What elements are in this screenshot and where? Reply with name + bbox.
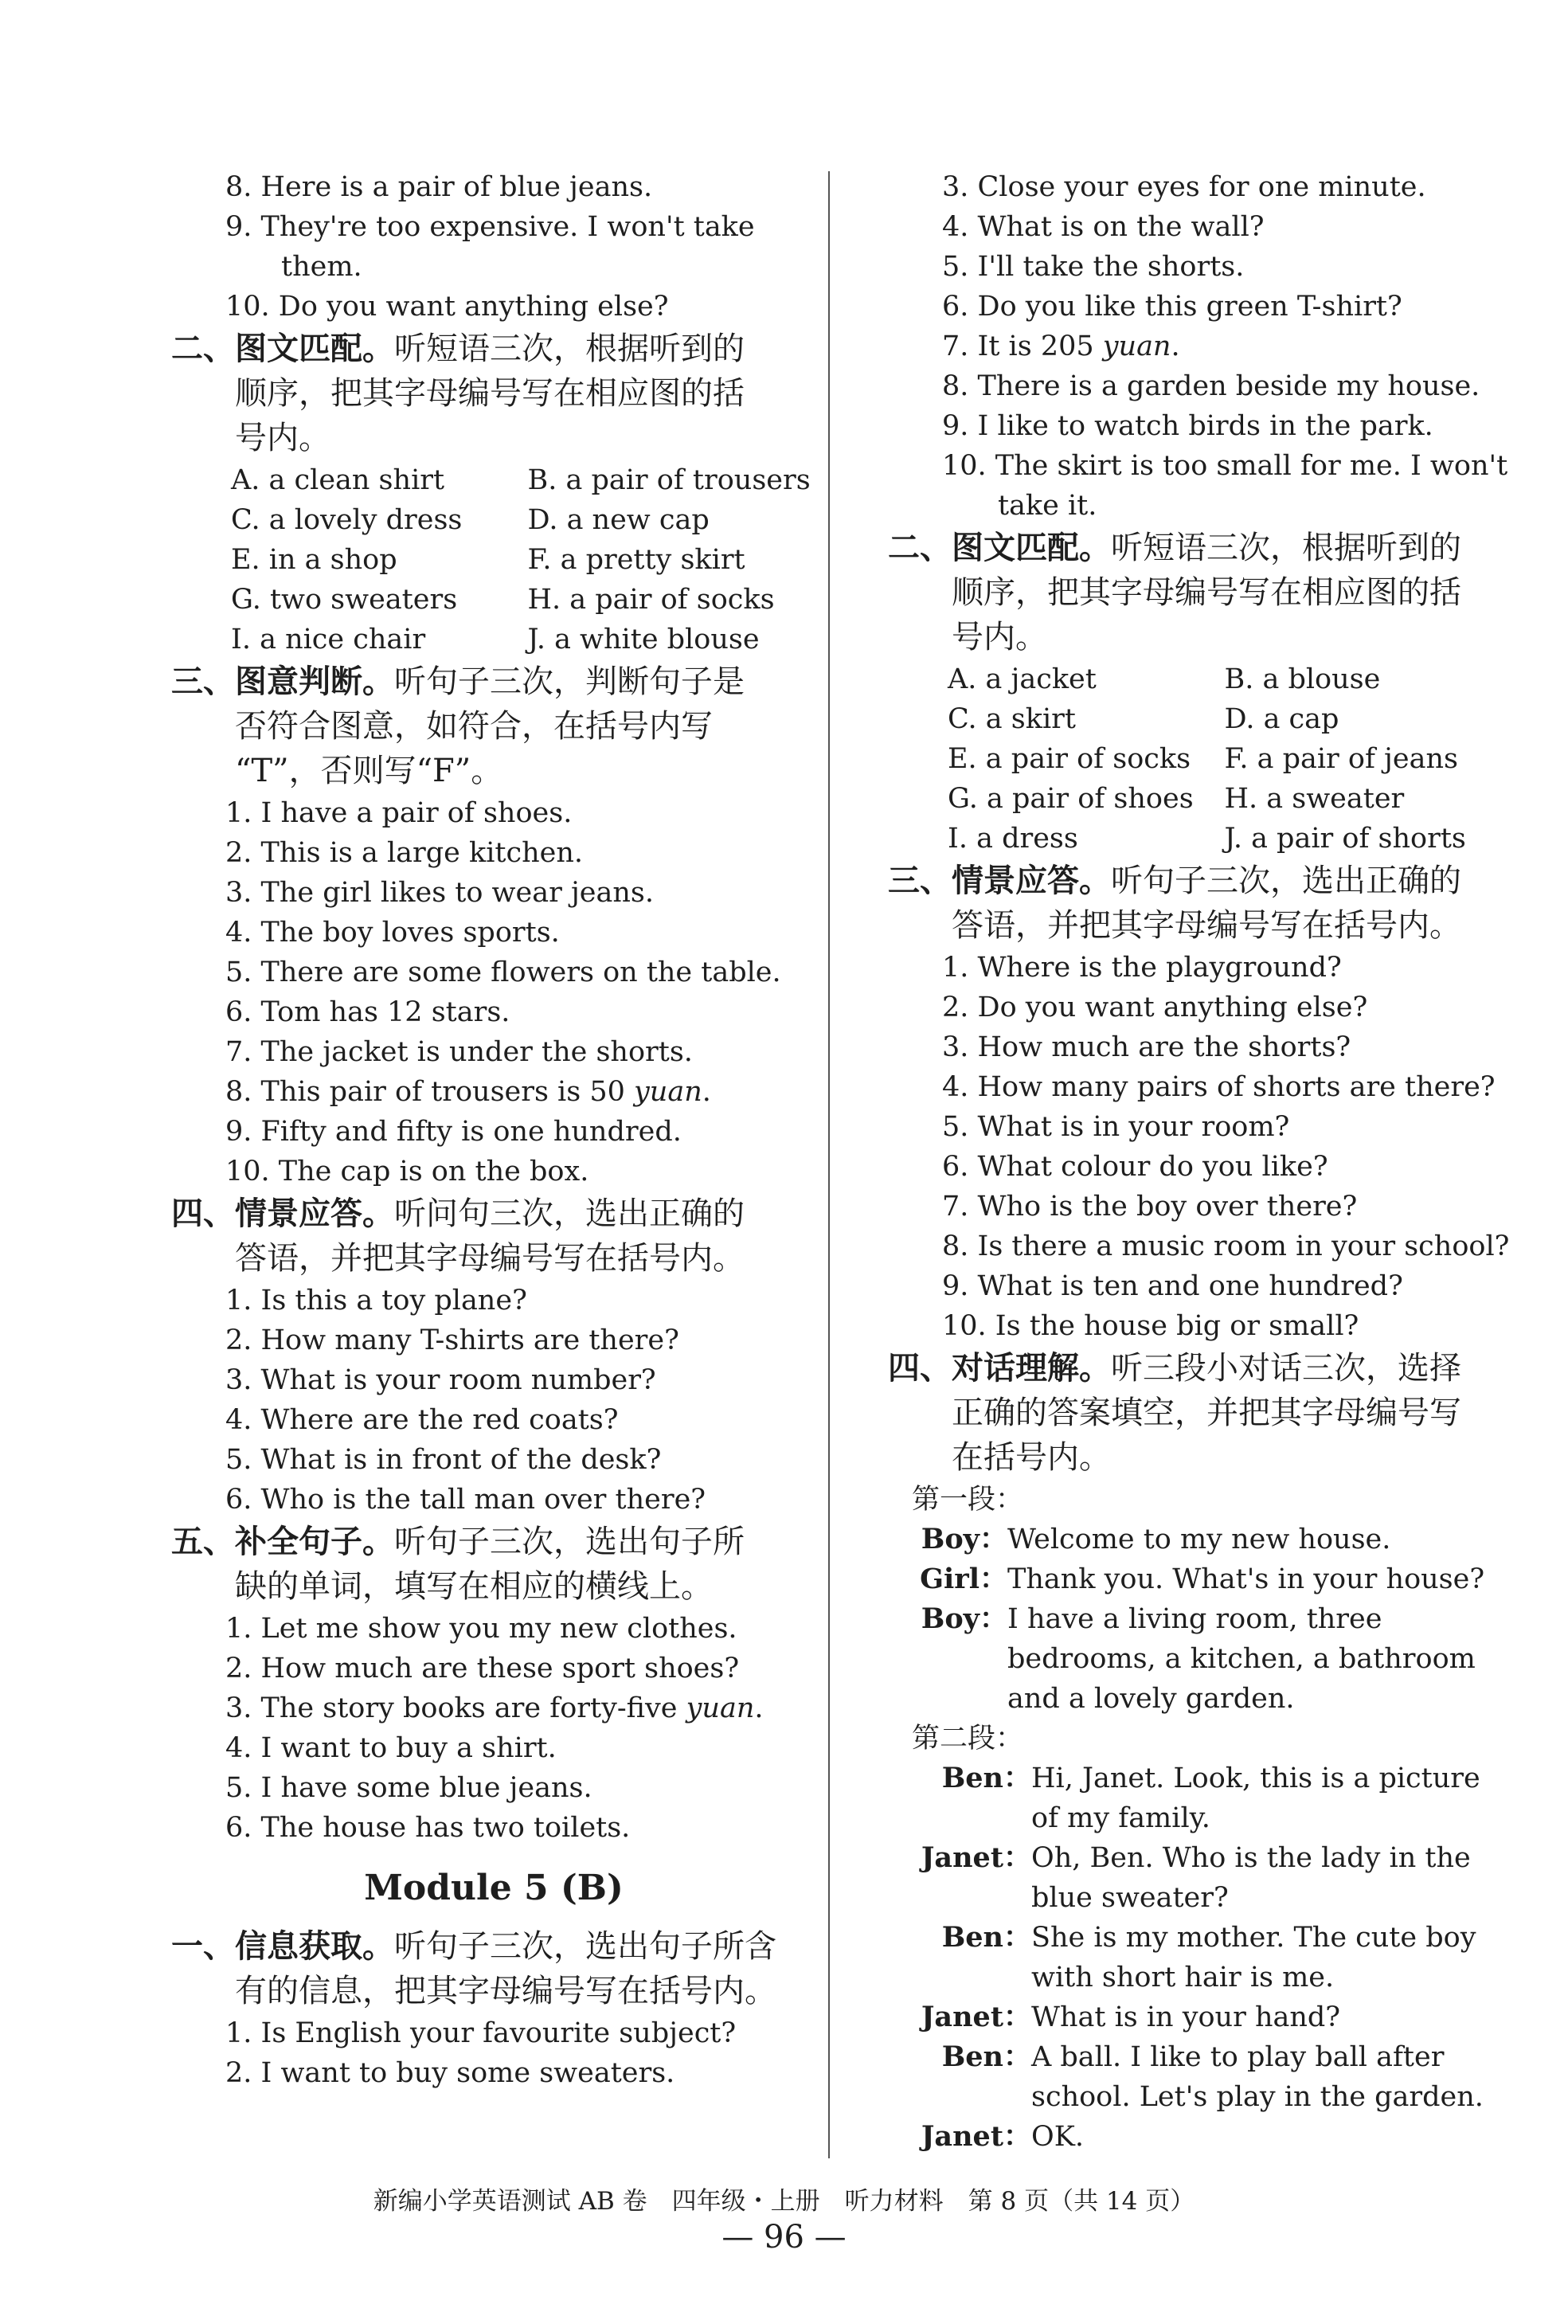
list-item: 6. Do you like this green T-shirt?: [942, 291, 1402, 323]
list-item: 9. They're too expensive. I won't take: [225, 211, 755, 243]
list-item: 1. I have a pair of shoes.: [225, 797, 573, 829]
dialog-text: I have a living room, three bedrooms, a kitchen, a bathroom and a lovely garden.: [1007, 1603, 1476, 1715]
section-heading-cont: 号内。: [952, 619, 1047, 655]
option-row: [880, 819, 1501, 859]
list-item: 10. The cap is on the box.: [225, 1156, 589, 1187]
list-item: 8. There is a garden beside my house.: [942, 370, 1480, 402]
option-row: [163, 460, 824, 500]
list-item: 6. The house has two toilets.: [225, 1812, 631, 1844]
dialog-label: 第二段：: [912, 1723, 1024, 1755]
option: H. a sweater: [1224, 783, 1405, 815]
speaker: Ben：: [941, 2040, 1031, 2073]
module-title: Module 5 (B): [364, 1868, 624, 1908]
dialog-text: Hi, Janet. Look, this is a picture of my family.: [1031, 1763, 1480, 1834]
list-item: 4. Where are the red coats?: [225, 1404, 619, 1436]
list-item-continuation: them.: [281, 251, 362, 283]
list-item: 2. How much are these sport shoes?: [225, 1653, 740, 1684]
dialog-text: What is in your hand?: [1031, 2001, 1341, 2033]
dialog-line: [880, 2037, 1501, 2117]
page-footer: 新编小学英语测试 AB 卷 四年级・上册 听力材料 第 8 页（共 14 页）: [373, 2187, 1195, 2216]
list-item: 2. I want to buy some sweaters.: [225, 2057, 675, 2089]
speaker: Boy：: [921, 1523, 1007, 1555]
list-item: 8. Here is a pair of blue jeans.: [225, 171, 653, 203]
list-item: 3. The girl likes to wear jeans.: [225, 877, 655, 909]
dialog-text: Thank you. What's in your house?: [1007, 1563, 1485, 1595]
option: B. a blouse: [1224, 663, 1381, 695]
option: D. a new cap: [527, 504, 710, 536]
dialog-line: [880, 1599, 1501, 1719]
option-row: [880, 699, 1501, 739]
section-heading-cont: 答语，并把其字母编号写在括号内。: [235, 1240, 745, 1277]
option-row: [163, 500, 824, 540]
section-heading-cont: 顺序，把其字母编号写在相应图的括: [235, 375, 745, 412]
section-heading: 二、图文匹配。听短语三次，根据听到的: [171, 331, 745, 367]
list-item: 1. Is this a toy plane?: [225, 1285, 527, 1317]
option: D. a cap: [1224, 703, 1339, 735]
option-row: [880, 779, 1501, 819]
list-item: 9. What is ten and one hundred?: [942, 1270, 1403, 1302]
list-item: 6. Who is the tall man over there?: [225, 1484, 706, 1516]
speaker: Girl：: [920, 1563, 1007, 1595]
list-item: 1. Let me show you my new clothes.: [225, 1613, 737, 1645]
speaker: Ben：: [941, 1921, 1031, 1954]
dialog-line: [880, 1838, 1501, 1918]
speaker: Boy：: [921, 1602, 1007, 1635]
list-item: 8. Is there a music room in your school?: [942, 1230, 1510, 1262]
list-item: 3. What is your room number?: [225, 1364, 656, 1396]
list-item: 5. What is in your room?: [942, 1111, 1290, 1143]
list-item: 1. Is English your favourite subject?: [225, 2017, 737, 2049]
option: G. two sweaters: [231, 584, 458, 616]
list-item: 7. The jacket is under the shorts.: [225, 1036, 693, 1068]
option: H. a pair of socks: [527, 584, 775, 616]
speaker: Janet：: [921, 1841, 1031, 1874]
option: E. a pair of socks: [948, 743, 1191, 775]
list-item-continuation: take it.: [998, 490, 1097, 522]
option: I. a nice chair: [231, 624, 426, 655]
list-item: 5. There are some flowers on the table.: [225, 957, 781, 988]
option-row: [163, 620, 824, 659]
list-item: 5. What is in front of the desk?: [225, 1444, 662, 1476]
option-row: [163, 540, 824, 580]
dialog-line: [880, 1997, 1501, 2037]
dialog-line: [880, 1918, 1501, 1997]
list-item: 6. What colour do you like?: [942, 1151, 1328, 1183]
section-heading-cont: 否符合图意，如符合，在括号内写: [235, 708, 713, 745]
section-heading-cont: 正确的答案填空，并把其字母编号写: [952, 1395, 1461, 1431]
dialog-text: Welcome to my new house.: [1007, 1524, 1391, 1555]
option: C. a lovely dress: [231, 504, 463, 536]
section-heading: 四、情景应答。听问句三次，选出正确的: [171, 1195, 745, 1232]
list-item: 9. Fifty and fifty is one hundred.: [225, 1116, 682, 1148]
option: G. a pair of shoes: [948, 783, 1194, 815]
list-item: 5. I have some blue jeans.: [225, 1772, 592, 1804]
section-heading-cont: 号内。: [235, 420, 330, 456]
list-item: 10. Is the house big or small?: [942, 1310, 1359, 1342]
option: J. a white blouse: [527, 624, 760, 655]
section-heading: 四、对话理解。听三段小对话三次，选择: [888, 1350, 1461, 1387]
section-heading-cont: 在括号内。: [952, 1439, 1111, 1476]
list-item: 5. I'll take the shorts.: [942, 251, 1245, 283]
dialog-line: [880, 1759, 1501, 1838]
dialog-line: [880, 2117, 1501, 2157]
list-item: 10. Do you want anything else?: [225, 291, 669, 323]
option-row: [880, 659, 1501, 699]
dialog-line: [880, 1559, 1501, 1599]
section-heading: 三、情景应答。听句子三次，选出正确的: [888, 863, 1461, 899]
list-item: 3. How much are the shorts?: [942, 1031, 1351, 1063]
list-item: 1. Where is the playground?: [942, 952, 1342, 984]
option: F. a pretty skirt: [527, 544, 745, 576]
list-item: 4. I want to buy a shirt.: [225, 1732, 557, 1764]
option-row: [880, 739, 1501, 779]
section-heading: 一、信息获取。听句子三次，选出句子所含: [171, 1928, 776, 1965]
dialog-line: [880, 1520, 1501, 1559]
speaker: Ben：: [941, 1762, 1031, 1794]
option: E. in a shop: [231, 544, 397, 576]
list-item: 7. It is 205 yuan.: [942, 331, 1180, 362]
section-heading: 二、图文匹配。听短语三次，根据听到的: [888, 530, 1461, 566]
section-heading-cont: 缺的单词，填写在相应的横线上。: [235, 1568, 713, 1605]
speaker: Janet：: [921, 2001, 1031, 2033]
speaker: Janet：: [921, 2120, 1031, 2153]
list-item: 4. What is on the wall?: [942, 211, 1265, 243]
list-item: 6. Tom has 12 stars.: [225, 996, 510, 1028]
list-item: 10. The skirt is too small for me. I won't: [942, 450, 1508, 482]
list-item: 4. How many pairs of shorts are there?: [942, 1071, 1496, 1103]
option: A. a jacket: [948, 663, 1097, 695]
dialog-text: OK.: [1031, 2121, 1084, 2153]
list-item: 2. This is a large kitchen.: [225, 837, 583, 869]
section-heading-cont: 有的信息，把其字母编号写在括号内。: [235, 1973, 776, 2009]
option: F. a pair of jeans: [1224, 743, 1458, 775]
dialog-label: 第一段：: [912, 1484, 1024, 1516]
section-heading-cont: 答语，并把其字母编号写在括号内。: [952, 907, 1461, 944]
list-item: 3. Close your eyes for one minute.: [942, 171, 1426, 203]
list-item: 2. How many T-shirts are there?: [225, 1324, 679, 1356]
section-heading-cont: “T”，否则写“F”。: [235, 753, 503, 789]
column-divider: [828, 171, 830, 2158]
dialog-text: Oh, Ben. Who is the lady in the blue sweater?: [1031, 1842, 1471, 1914]
option: A. a clean shirt: [231, 464, 445, 496]
page-number: — 96 —: [721, 2219, 847, 2256]
option: B. a pair of trousers: [527, 464, 811, 496]
left-column: [163, 167, 824, 2093]
list-item: 8. This pair of trousers is 50 yuan.: [225, 1076, 711, 1108]
list-item: 2. Do you want anything else?: [942, 992, 1368, 1023]
list-item: 4. The boy loves sports.: [225, 917, 560, 949]
dialog-text: A ball. I like to play ball after school. Let's play in the garden.: [1031, 2041, 1484, 2113]
section-heading: 五、补全句子。听句子三次，选出句子所: [171, 1524, 745, 1560]
option: J. a pair of shorts: [1224, 823, 1466, 855]
option-row: [163, 580, 824, 620]
dialog-text: She is my mother. The cute boy with short hair is me.: [1031, 1922, 1476, 1993]
list-item: 3. The story books are forty-five yuan.: [225, 1692, 764, 1724]
section-heading: 三、图意判断。听句子三次，判断句子是: [171, 663, 745, 700]
list-item: 9. I like to watch birds in the park.: [942, 410, 1433, 442]
list-item: 7. Who is the boy over there?: [942, 1191, 1358, 1223]
right-column: [880, 167, 1510, 2157]
section-heading-cont: 顺序，把其字母编号写在相应图的括: [952, 574, 1461, 611]
option: I. a dress: [948, 823, 1078, 855]
option: C. a skirt: [948, 703, 1076, 735]
